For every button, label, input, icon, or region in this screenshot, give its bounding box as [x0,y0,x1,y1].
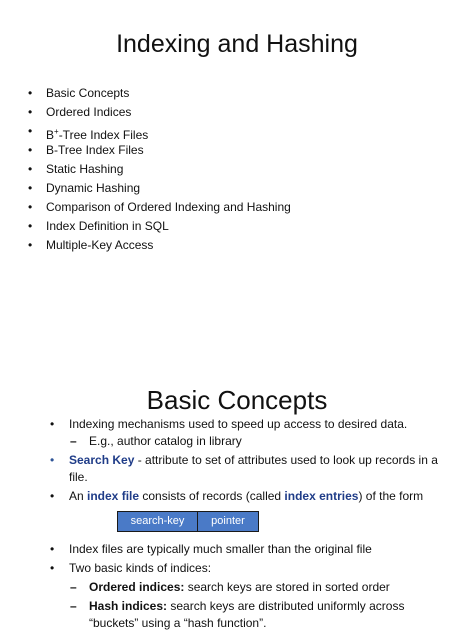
bullet-icon: • [28,124,33,138]
superscript-plus: + [54,127,59,136]
bullet-icon: • [28,105,33,119]
bullet-icon: • [28,219,33,233]
bullet-paragraph [50,541,450,558]
list-item [28,122,291,141]
list-item [28,141,291,160]
list-item-label: Index Definition in SQL [46,219,169,233]
list-item-label: Comparison of Ordered Indexing and Hashing [46,200,291,214]
list-item [28,160,291,179]
term-ordered-indices: Ordered indices: [89,580,185,594]
sub-bullet-paragraph [50,579,450,596]
slide-title: Basic Concepts [146,385,328,415]
slide-body [50,416,450,632]
list-item [28,217,291,236]
bullet-icon: • [50,417,55,431]
list-item-label: Basic Concepts [46,86,130,100]
bullet-paragraph [50,488,450,505]
dash-icon: – [70,434,77,448]
paragraph-text: Index files are typically much smaller than the original file [69,542,372,556]
slide-indexing-and-hashing [0,0,474,300]
paragraph-text: E.g., author catalog in library [89,434,242,448]
paragraph-text: search keys are stored in sorted order [184,580,390,594]
term-search-key: Search Key [69,453,135,467]
bullet-icon: • [50,561,55,575]
list-item-label: Multiple-Key Access [46,238,154,252]
bullet-icon: • [50,453,55,467]
bullet-paragraph [50,452,450,486]
dash-icon: – [70,580,77,594]
bullet-paragraph [50,560,450,577]
list-item [28,179,291,198]
term-index-entries: index entries [284,489,359,503]
sub-bullet-paragraph [50,598,450,632]
term-hash-indices: Hash indices: [89,599,168,613]
search-key-cell: search-key [118,512,198,531]
paragraph-text: search keys are distributed uniformly across “buckets” using a “hash function”. [89,599,405,630]
bullet-icon: • [50,489,55,503]
topic-list [28,84,291,255]
paragraph-text: consists of records (called [139,489,285,503]
paragraph-text: ) of the form [358,489,424,503]
paragraph-text: - attribute to set of attributes used to look up records in a file. [69,453,438,484]
list-item-label-rest: -Tree Index Files [58,128,149,142]
bullet-icon: • [28,162,33,176]
list-item-label: Static Hashing [46,162,124,176]
bullet-icon: • [50,542,55,556]
term-index-file: index file [87,489,140,503]
bullet-icon: • [28,86,33,100]
sub-bullet-paragraph [50,433,450,450]
index-entry-diagram [117,511,259,532]
bullet-icon: • [28,200,33,214]
list-item-label: B-Tree Index Files [46,143,144,157]
list-item [28,236,291,255]
slide-basic-concepts [0,380,474,632]
list-item [28,198,291,217]
paragraph-text: Indexing mechanisms used to speed up access to desired data. [69,417,408,431]
bullet-icon: • [28,238,33,252]
list-item-label: Dynamic Hashing [46,181,141,195]
bullet-icon: • [28,143,33,157]
pointer-cell: pointer [211,515,245,527]
list-item [28,84,291,103]
slide-title: Indexing and Hashing [116,30,358,58]
bullet-paragraph [50,416,450,433]
list-item-label: B [46,128,55,142]
paragraph-text: An [69,489,88,503]
paragraph-text: Two basic kinds of indices: [69,561,212,575]
list-item-label: Ordered Indices [46,105,132,119]
bullet-icon: • [28,181,33,195]
dash-icon: – [70,599,77,613]
list-item [28,103,291,122]
